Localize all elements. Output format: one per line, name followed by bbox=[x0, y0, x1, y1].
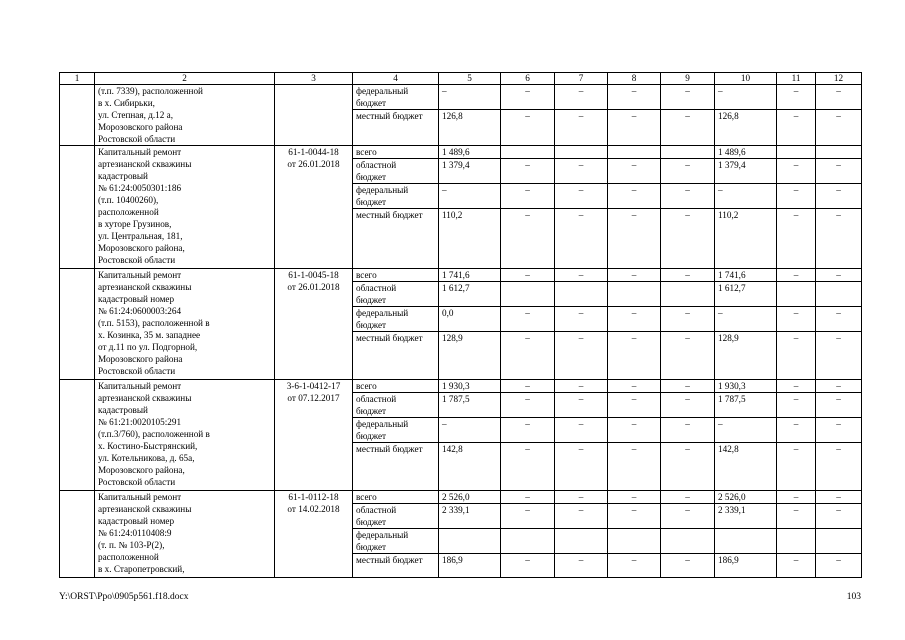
column-header: 4 bbox=[353, 73, 439, 85]
description-line: в хуторе Грузинов, bbox=[98, 219, 172, 229]
column-header: 8 bbox=[608, 73, 661, 85]
funding-source-line: местный бюджет bbox=[356, 210, 423, 220]
header-row bbox=[60, 73, 862, 85]
amount-cell-11: – bbox=[777, 307, 816, 332]
description-line: (т.п.3/760), расположенной в bbox=[98, 429, 210, 439]
permit-line: 61-1-0044-18 bbox=[288, 147, 339, 157]
amount-cell-9: – bbox=[661, 554, 715, 578]
amount-cell-8: – bbox=[608, 209, 661, 269]
funding-source bbox=[353, 85, 439, 110]
amount-cell-8: – bbox=[608, 184, 661, 209]
amount-cell-12: – bbox=[816, 443, 862, 491]
amount-cell-12: – bbox=[816, 159, 862, 184]
funding-source-line: бюджет bbox=[356, 406, 387, 416]
amount-cell-11 bbox=[777, 529, 816, 554]
column-header: 10 bbox=[715, 73, 777, 85]
amount-cell-10: – bbox=[715, 85, 777, 110]
amount-cell-5: – bbox=[439, 85, 501, 110]
amount-cell-10 bbox=[715, 529, 777, 554]
amount-cell-12 bbox=[816, 282, 862, 307]
permit-line: 61-1-0112-18 bbox=[288, 492, 339, 502]
permit-line: 61-1-0045-18 bbox=[288, 270, 339, 280]
column-header: 1 bbox=[60, 73, 95, 85]
column-header: 7 bbox=[555, 73, 608, 85]
description-line: № 61:24:0600003:264 bbox=[98, 306, 182, 316]
amount-cell-6 bbox=[501, 146, 555, 159]
amount-cell-8: – bbox=[608, 554, 661, 578]
amount-cell-7: – bbox=[555, 554, 608, 578]
description-line: кадастровый bbox=[98, 171, 148, 181]
amount-cell-7 bbox=[555, 146, 608, 159]
amount-cell-12: – bbox=[816, 504, 862, 529]
amount-cell-7: – bbox=[555, 184, 608, 209]
funding-source bbox=[353, 554, 439, 578]
amount-cell-5: 142,8 bbox=[439, 443, 501, 491]
funding-source-line: всего bbox=[356, 270, 377, 280]
funding-source-line: федеральный bbox=[356, 185, 409, 195]
amount-cell-10: 142,8 bbox=[715, 443, 777, 491]
table-row bbox=[60, 269, 862, 282]
funding-source bbox=[353, 159, 439, 184]
description-line: (т.п. 7339), расположенной bbox=[98, 86, 203, 96]
amount-cell-10: – bbox=[715, 418, 777, 443]
permit-number bbox=[275, 491, 353, 578]
amount-cell-5: – bbox=[439, 184, 501, 209]
funding-source bbox=[353, 418, 439, 443]
amount-cell-6: – bbox=[501, 209, 555, 269]
amount-cell-9: – bbox=[661, 393, 715, 418]
funding-source-line: федеральный bbox=[356, 86, 409, 96]
amount-cell-10: 1 741,6 bbox=[715, 269, 777, 282]
amount-cell-8 bbox=[608, 146, 661, 159]
amount-cell-6 bbox=[501, 282, 555, 307]
amount-cell-5: 2 526,0 bbox=[439, 491, 501, 504]
amount-cell-9: – bbox=[661, 504, 715, 529]
amount-cell-12: – bbox=[816, 418, 862, 443]
funding-source-line: местный бюджет bbox=[356, 333, 423, 343]
amount-cell-9 bbox=[661, 282, 715, 307]
table-row bbox=[60, 491, 862, 504]
funding-source-line: бюджет bbox=[356, 295, 387, 305]
amount-cell-7: – bbox=[555, 418, 608, 443]
row-number-cell bbox=[60, 380, 95, 491]
permit-number bbox=[275, 269, 353, 380]
description-line: от д.11 по ул. Подгорной, bbox=[98, 342, 198, 352]
amount-cell-5: 1 930,3 bbox=[439, 380, 501, 393]
funding-source bbox=[353, 269, 439, 282]
amount-cell-10: 1 612,7 bbox=[715, 282, 777, 307]
funding-source bbox=[353, 209, 439, 269]
amount-cell-10: 128,9 bbox=[715, 332, 777, 380]
funding-source-line: федеральный bbox=[356, 530, 409, 540]
description-line: № 61:24:0050301:186 bbox=[98, 183, 182, 193]
funding-source bbox=[353, 110, 439, 146]
amount-cell-6: – bbox=[501, 332, 555, 380]
description-line: Капитальный ремонт bbox=[98, 147, 182, 157]
description-line: Капитальный ремонт bbox=[98, 270, 182, 280]
funding-source-line: всего bbox=[356, 381, 377, 391]
table-row bbox=[60, 146, 862, 159]
funding-source-line: местный бюджет bbox=[356, 555, 423, 565]
row-number-cell bbox=[60, 146, 95, 269]
description-line: Морозовского района, bbox=[98, 465, 185, 475]
permit-line: от 26.01.2018 bbox=[287, 159, 340, 169]
amount-cell-5: 186,9 bbox=[439, 554, 501, 578]
description-line: артезианской скважины bbox=[98, 393, 192, 403]
funding-source-line: федеральный bbox=[356, 419, 409, 429]
amount-cell-6: – bbox=[501, 418, 555, 443]
amount-cell-6: – bbox=[501, 85, 555, 110]
amount-cell-8: – bbox=[608, 159, 661, 184]
amount-cell-11: – bbox=[777, 110, 816, 146]
object-description bbox=[95, 269, 275, 380]
amount-cell-12: – bbox=[816, 184, 862, 209]
row-number-cell bbox=[60, 85, 95, 146]
amount-cell-10: 186,9 bbox=[715, 554, 777, 578]
amount-cell-5: 1 741,6 bbox=[439, 269, 501, 282]
amount-cell-7 bbox=[555, 282, 608, 307]
description-line: артезианской скважины bbox=[98, 159, 192, 169]
description-line: Капитальный ремонт bbox=[98, 492, 182, 502]
description-line: расположенной bbox=[98, 207, 159, 217]
amount-cell-10: 126,8 bbox=[715, 110, 777, 146]
amount-cell-12 bbox=[816, 146, 862, 159]
description-line: (т. п. № 103-Р(2), bbox=[98, 540, 165, 550]
object-description bbox=[95, 380, 275, 491]
amount-cell-12: – bbox=[816, 393, 862, 418]
description-line: расположенной bbox=[98, 552, 159, 562]
amount-cell-11: – bbox=[777, 209, 816, 269]
row-number-cell bbox=[60, 269, 95, 380]
amount-cell-6: – bbox=[501, 504, 555, 529]
funding-source-line: всего bbox=[356, 147, 377, 157]
amount-cell-5 bbox=[439, 529, 501, 554]
object-description bbox=[95, 491, 275, 578]
description-line: Морозовского района bbox=[98, 354, 183, 364]
funding-source-line: местный бюджет bbox=[356, 111, 423, 121]
amount-cell-5: 1 612,7 bbox=[439, 282, 501, 307]
description-line: ул. Котельникова, д. 65а, bbox=[98, 453, 195, 463]
funding-source bbox=[353, 529, 439, 554]
funding-source-line: бюджет bbox=[356, 517, 387, 527]
funding-source bbox=[353, 146, 439, 159]
description-line: х. Костино-Быстрянский, bbox=[98, 441, 198, 451]
amount-cell-12: – bbox=[816, 110, 862, 146]
amount-cell-11 bbox=[777, 282, 816, 307]
funding-source-line: федеральный bbox=[356, 308, 409, 318]
amount-cell-8: – bbox=[608, 85, 661, 110]
description-line: Морозовского района bbox=[98, 122, 183, 132]
amount-cell-6: – bbox=[501, 393, 555, 418]
column-header: 6 bbox=[501, 73, 555, 85]
amount-cell-12: – bbox=[816, 307, 862, 332]
amount-cell-8: – bbox=[608, 380, 661, 393]
amount-cell-7 bbox=[555, 529, 608, 554]
amount-cell-5: 110,2 bbox=[439, 209, 501, 269]
amount-cell-8: – bbox=[608, 443, 661, 491]
amount-cell-11: – bbox=[777, 332, 816, 380]
funding-source bbox=[353, 332, 439, 380]
amount-cell-12: – bbox=[816, 85, 862, 110]
column-header: 5 bbox=[439, 73, 501, 85]
amount-cell-10: 1 489,6 bbox=[715, 146, 777, 159]
permit-number bbox=[275, 85, 353, 146]
amount-cell-5: 2 339,1 bbox=[439, 504, 501, 529]
amount-cell-8: – bbox=[608, 307, 661, 332]
amount-cell-8: – bbox=[608, 332, 661, 380]
funding-source-line: бюджет bbox=[356, 172, 387, 182]
funding-source bbox=[353, 380, 439, 393]
description-line: артезианской скважины bbox=[98, 504, 192, 514]
amount-cell-11: – bbox=[777, 159, 816, 184]
permit-line: от 26.01.2018 bbox=[287, 282, 340, 292]
column-header: 3 bbox=[275, 73, 353, 85]
description-line: кадастровый номер bbox=[98, 516, 175, 526]
amount-cell-11 bbox=[777, 146, 816, 159]
amount-cell-5: 128,9 bbox=[439, 332, 501, 380]
amount-cell-11: – bbox=[777, 269, 816, 282]
amount-cell-12: – bbox=[816, 269, 862, 282]
table-row bbox=[60, 85, 862, 110]
description-line: артезианской скважины bbox=[98, 282, 192, 292]
amount-cell-11: – bbox=[777, 554, 816, 578]
amount-cell-9 bbox=[661, 529, 715, 554]
budget-table bbox=[59, 72, 862, 578]
amount-cell-5: – bbox=[439, 418, 501, 443]
amount-cell-6: – bbox=[501, 159, 555, 184]
amount-cell-9: – bbox=[661, 110, 715, 146]
amount-cell-5: 1 379,4 bbox=[439, 159, 501, 184]
amount-cell-8: – bbox=[608, 504, 661, 529]
amount-cell-11: – bbox=[777, 418, 816, 443]
table-body bbox=[60, 73, 862, 578]
column-header: 2 bbox=[95, 73, 275, 85]
amount-cell-7: – bbox=[555, 443, 608, 491]
amount-cell-6: – bbox=[501, 184, 555, 209]
description-line: № 61:21:0020105:291 bbox=[98, 417, 182, 427]
description-line: (т.п. 5153), расположенной в bbox=[98, 318, 210, 328]
permit-line: от 07.12.2017 bbox=[287, 393, 340, 403]
amount-cell-8: – bbox=[608, 110, 661, 146]
amount-cell-11: – bbox=[777, 504, 816, 529]
amount-cell-6: – bbox=[501, 554, 555, 578]
amount-cell-7: – bbox=[555, 380, 608, 393]
file-path: Y:\ORST\Ppo\0905p561.f18.docx bbox=[59, 592, 189, 602]
description-line: Ростовской области bbox=[98, 366, 176, 376]
amount-cell-8 bbox=[608, 282, 661, 307]
column-header: 11 bbox=[777, 73, 816, 85]
amount-cell-9: – bbox=[661, 85, 715, 110]
amount-cell-9: – bbox=[661, 418, 715, 443]
description-line: кадастровый номер bbox=[98, 294, 175, 304]
funding-source-line: бюджет bbox=[356, 542, 387, 552]
description-line: в х. Сибирьки, bbox=[98, 98, 155, 108]
page-number: 103 bbox=[846, 592, 861, 602]
amount-cell-10: 1 930,3 bbox=[715, 380, 777, 393]
amount-cell-9: – bbox=[661, 269, 715, 282]
description-line: х. Козинка, 35 м. западнее bbox=[98, 330, 201, 340]
funding-source-line: областной bbox=[356, 160, 397, 170]
amount-cell-5: 126,8 bbox=[439, 110, 501, 146]
funding-source bbox=[353, 491, 439, 504]
amount-cell-7: – bbox=[555, 85, 608, 110]
amount-cell-11: – bbox=[777, 184, 816, 209]
object-description bbox=[95, 85, 275, 146]
amount-cell-8: – bbox=[608, 491, 661, 504]
amount-cell-12: – bbox=[816, 380, 862, 393]
amount-cell-12: – bbox=[816, 209, 862, 269]
amount-cell-9: – bbox=[661, 380, 715, 393]
table-row bbox=[60, 380, 862, 393]
funding-source-line: местный бюджет bbox=[356, 444, 423, 454]
amount-cell-7: – bbox=[555, 110, 608, 146]
description-line: ул. Центральная, 181, bbox=[98, 231, 183, 241]
amount-cell-12: – bbox=[816, 491, 862, 504]
amount-cell-10: 2 526,0 bbox=[715, 491, 777, 504]
amount-cell-9: – bbox=[661, 159, 715, 184]
amount-cell-9: – bbox=[661, 184, 715, 209]
description-line: Ростовской области bbox=[98, 477, 176, 487]
row-number-cell bbox=[60, 491, 95, 578]
description-line: Ростовской области bbox=[98, 255, 176, 265]
amount-cell-12: – bbox=[816, 554, 862, 578]
permit-line: от 14.02.2018 bbox=[287, 504, 340, 514]
permit-number bbox=[275, 146, 353, 269]
description-line: Капитальный ремонт bbox=[98, 381, 182, 391]
amount-cell-6: – bbox=[501, 269, 555, 282]
amount-cell-5: 1 787,5 bbox=[439, 393, 501, 418]
amount-cell-6: – bbox=[501, 380, 555, 393]
amount-cell-11: – bbox=[777, 393, 816, 418]
amount-cell-10: – bbox=[715, 184, 777, 209]
description-line: № 61:24:0110408:9 bbox=[98, 528, 172, 538]
permit-number bbox=[275, 380, 353, 491]
description-line: в х. Старопетровский, bbox=[98, 564, 185, 574]
amount-cell-9: – bbox=[661, 332, 715, 380]
amount-cell-11: – bbox=[777, 85, 816, 110]
funding-source bbox=[353, 443, 439, 491]
funding-source-line: областной bbox=[356, 283, 397, 293]
amount-cell-12 bbox=[816, 529, 862, 554]
funding-source-line: бюджет bbox=[356, 320, 387, 330]
permit-line: 3-6-1-0412-17 bbox=[286, 381, 341, 391]
funding-source-line: бюджет bbox=[356, 197, 387, 207]
amount-cell-7: – bbox=[555, 332, 608, 380]
amount-cell-7: – bbox=[555, 209, 608, 269]
funding-source bbox=[353, 307, 439, 332]
column-header: 12 bbox=[816, 73, 862, 85]
object-description bbox=[95, 146, 275, 269]
amount-cell-7: – bbox=[555, 491, 608, 504]
amount-cell-12: – bbox=[816, 332, 862, 380]
amount-cell-11: – bbox=[777, 491, 816, 504]
amount-cell-5: 1 489,6 bbox=[439, 146, 501, 159]
amount-cell-7: – bbox=[555, 269, 608, 282]
amount-cell-8: – bbox=[608, 393, 661, 418]
amount-cell-11: – bbox=[777, 443, 816, 491]
amount-cell-5: 0,0 bbox=[439, 307, 501, 332]
amount-cell-8: – bbox=[608, 269, 661, 282]
funding-source bbox=[353, 393, 439, 418]
amount-cell-8: – bbox=[608, 418, 661, 443]
description-line: Ростовской области bbox=[98, 134, 176, 144]
amount-cell-9: – bbox=[661, 307, 715, 332]
amount-cell-7: – bbox=[555, 159, 608, 184]
description-line: Морозовского района, bbox=[98, 243, 185, 253]
funding-source bbox=[353, 282, 439, 307]
funding-source-line: всего bbox=[356, 492, 377, 502]
description-line: кадастровый bbox=[98, 405, 148, 415]
amount-cell-10: 1 787,5 bbox=[715, 393, 777, 418]
amount-cell-10: – bbox=[715, 307, 777, 332]
amount-cell-10: 2 339,1 bbox=[715, 504, 777, 529]
amount-cell-6: – bbox=[501, 307, 555, 332]
amount-cell-8 bbox=[608, 529, 661, 554]
funding-source-line: бюджет bbox=[356, 98, 387, 108]
amount-cell-9: – bbox=[661, 209, 715, 269]
amount-cell-6: – bbox=[501, 110, 555, 146]
description-line: ул. Степная, д.12 а, bbox=[98, 110, 174, 120]
column-header: 9 bbox=[661, 73, 715, 85]
funding-source-line: областной bbox=[356, 505, 397, 515]
funding-source-line: бюджет bbox=[356, 431, 387, 441]
amount-cell-9 bbox=[661, 146, 715, 159]
description-line: (т.п. 10400260), bbox=[98, 195, 159, 205]
amount-cell-9: – bbox=[661, 491, 715, 504]
funding-source bbox=[353, 184, 439, 209]
amount-cell-6: – bbox=[501, 491, 555, 504]
amount-cell-7: – bbox=[555, 504, 608, 529]
amount-cell-7: – bbox=[555, 393, 608, 418]
amount-cell-11: – bbox=[777, 380, 816, 393]
funding-source bbox=[353, 504, 439, 529]
amount-cell-6: – bbox=[501, 443, 555, 491]
amount-cell-10: 1 379,4 bbox=[715, 159, 777, 184]
funding-source-line: областной bbox=[356, 394, 397, 404]
amount-cell-9: – bbox=[661, 443, 715, 491]
amount-cell-10: 110,2 bbox=[715, 209, 777, 269]
amount-cell-6 bbox=[501, 529, 555, 554]
amount-cell-7: – bbox=[555, 307, 608, 332]
